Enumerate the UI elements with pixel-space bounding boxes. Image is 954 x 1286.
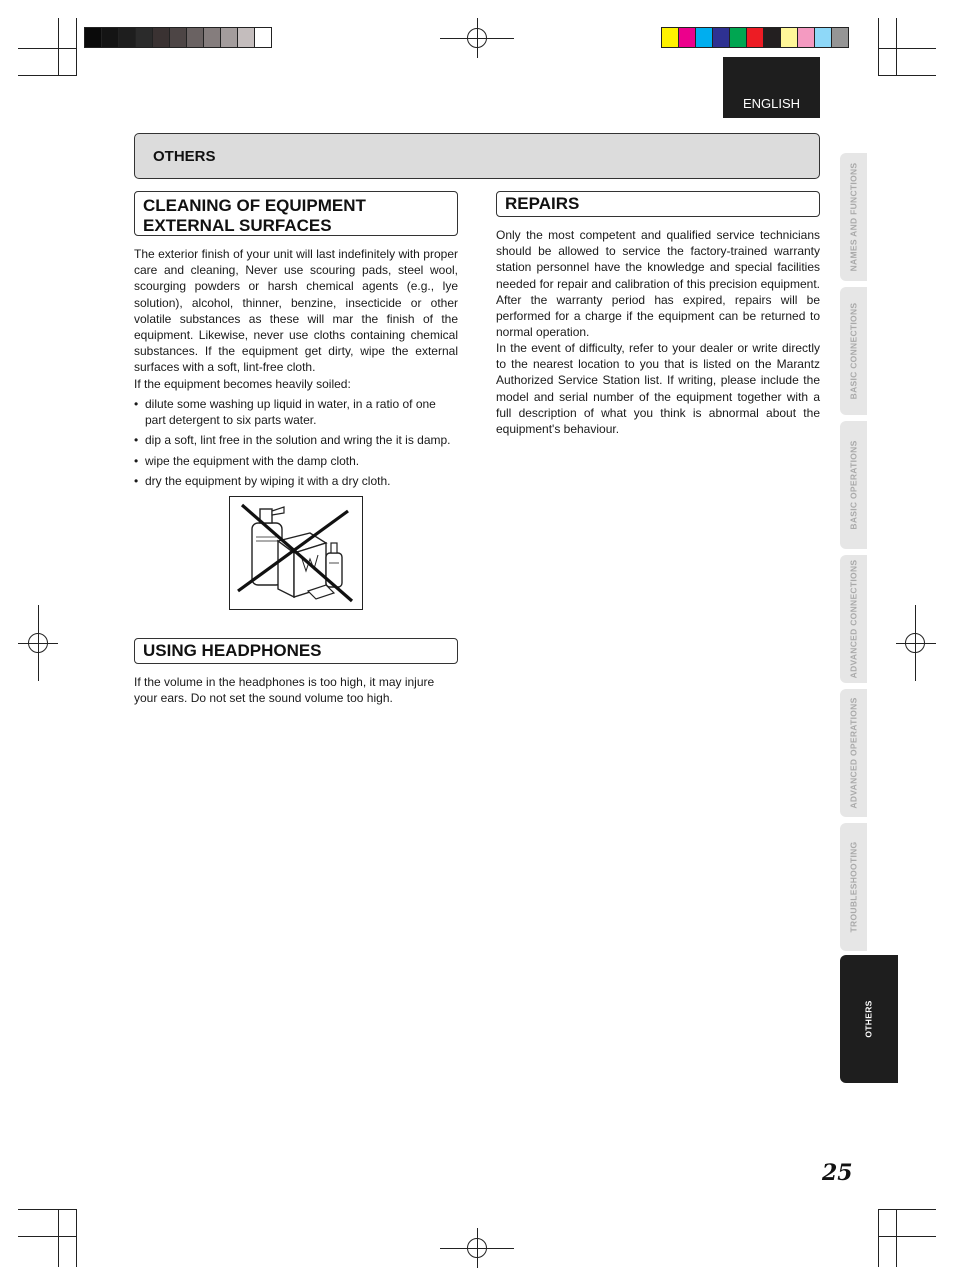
calibration-swatch [152,27,170,48]
cleaning-heading [134,191,458,236]
calibration-swatch [169,27,187,48]
calibration-swatch [763,27,781,48]
side-tab-names-and-functions[interactable] [840,153,867,281]
cleaning-steps-list [134,396,458,493]
crop-mark [18,1236,76,1237]
side-tab-label: ADVANCED CONNECTIONS [848,559,859,679]
registration-target-icon [467,28,487,48]
calibration-swatch [203,27,221,48]
crop-mark [878,48,936,49]
side-tab-basic-connections[interactable] [840,287,867,415]
calibration-swatch [797,27,815,48]
crop-mark [18,75,76,76]
crop-mark [76,18,77,76]
registration-target-icon [467,1238,487,1258]
side-tab-label: BASIC CONNECTIONS [848,302,859,400]
side-tab-label: BASIC OPERATIONS [848,440,859,530]
repairs-paragraph-1: Only the most competent and qualified service technicians should be allowed to service the factory-trained warranty station personnel have the knowledge and special facilities needed for repair and calibration of this precision equipment. After the warranty period has expired, repairs will be performed for a charge if the equipment can be returned to normal operation. [496,228,820,340]
cleaning-heading-line1: CLEANING OF EQUIPMENT [143,196,366,215]
calibration-swatch [186,27,204,48]
crop-mark [58,18,59,76]
registration-target-icon [28,633,48,653]
calibration-swatch [254,27,272,48]
calibration-swatch [101,27,119,48]
calibration-swatch [814,27,832,48]
registration-target-icon [905,633,925,653]
language-label: ENGLISH [742,96,801,111]
calibration-swatch [220,27,238,48]
list-item: • dilute some washing up liquid in water, in a ratio of one part detergent to six parts water. [134,396,458,428]
cleaning-paragraph: The exterior finish of your unit will last indefinitely with proper care and cleaning, Never use scouring pads, steel wool, scourging powders or harsh chemical agents (e.g., lye solution), alcohol, thinner, benzine, insecticide or other volatile substances as these will mar the finish of the equipment. Likewise, never use cloths containing chemical substances. If the equipment get dirty, wipe the external surfaces with a soft, lint-free cloth. [134,247,458,375]
cleaning-heading-line2: EXTERNAL SURFACES [143,216,332,235]
section-title: OTHERS [153,147,216,165]
headphones-heading [134,638,458,664]
side-tab-advanced-operations[interactable] [840,689,867,817]
calibration-swatch [712,27,730,48]
crop-mark [76,1209,77,1267]
side-tab-others[interactable] [840,955,898,1083]
list-item: • dip a soft, lint free in the solution and wring the it is damp. [134,432,458,448]
crop-mark [58,1209,59,1267]
side-tab-troubleshooting[interactable] [840,823,867,951]
crop-mark [18,1209,76,1210]
side-tab-label: NAMES AND FUNCTIONS [848,162,859,272]
crop-mark [896,1209,897,1267]
calibration-swatch [678,27,696,48]
crop-mark [878,18,879,76]
crop-mark [878,1209,936,1210]
crop-mark [896,18,897,76]
no-chemicals-icon [230,497,362,609]
crop-mark [18,48,76,49]
list-item: • wipe the equipment with the damp cloth. [134,453,458,469]
crop-mark [878,1236,936,1237]
side-tab-advanced-connections[interactable] [840,555,867,683]
repairs-heading-text: REPAIRS [505,194,580,213]
calibration-swatch [831,27,849,48]
side-tab-label: TROUBLESHOOTING [848,841,859,933]
headphones-heading-text: USING HEADPHONES [143,641,322,660]
repairs-heading [496,191,820,217]
crop-mark [878,1209,879,1267]
language-tab [723,57,820,118]
calibration-swatch [661,27,679,48]
headphones-paragraph: If the volume in the headphones is too high, it may injure your ears. Do not set the sound volume too high. [134,675,435,706]
list-item: • dry the equipment by wiping it with a dry cloth. [134,473,458,489]
calibration-swatch [780,27,798,48]
gray-calibration-strip [84,27,271,48]
color-calibration-strip [661,27,848,48]
calibration-swatch [746,27,764,48]
calibration-swatch [135,27,153,48]
repairs-paragraph-2: In the event of difficulty, refer to your dealer or write directly to the nearest location to you that is listed on the Marantz Authorized Service Station list. If writing, please include the model and serial number of the equipment together with a full description of what you think is abnormal about the equipment's behaviour. [496,341,820,437]
calibration-swatch [237,27,255,48]
calibration-swatch [695,27,713,48]
no-chemicals-illustration [229,496,363,610]
side-tab-basic-operations[interactable] [840,421,867,549]
side-tab-label: OTHERS [863,1000,874,1038]
calibration-swatch [729,27,747,48]
cleaning-soiled-intro: If the equipment becomes heavily soiled: [134,377,351,391]
page-number: 25 [822,1160,853,1186]
calibration-swatch [118,27,136,48]
side-tab-label: ADVANCED OPERATIONS [848,697,859,809]
calibration-swatch [84,27,102,48]
crop-mark [878,75,936,76]
section-header [134,133,820,179]
